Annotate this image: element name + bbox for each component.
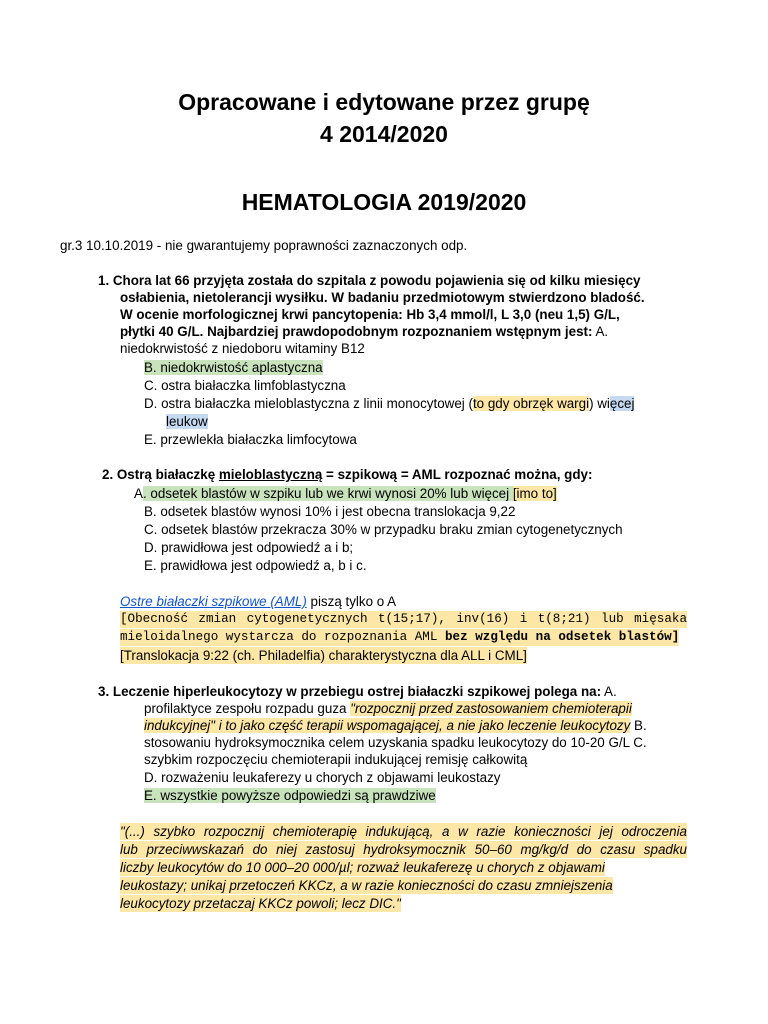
q2-comment-line-3: [Translokacja 9:22 (ch. Philadelfia) charakterystyczna dla ALL i CML]	[120, 648, 527, 663]
document-title	[0, 86, 768, 150]
q2-option-a-marker: A	[134, 486, 143, 501]
q1-option-b-highlight: B. niedokrwistość aplastyczna	[144, 360, 323, 375]
q2-source-line	[120, 593, 396, 610]
q2-question	[102, 466, 592, 483]
q1-option-b	[144, 359, 323, 376]
q3-quote-line-3: liczby leukocytów do 10 000–20 000/µl; rozważ leukaferezę u chorych z objawami	[120, 860, 605, 875]
q1-option-d-highlight: ęcej	[609, 396, 635, 411]
q2-option-a-highlight: . odsetek blastów w szpiku lub we krwi wynosi 20% lub więcej	[142, 486, 513, 501]
q1-option-d	[144, 395, 634, 412]
q2-question-text-end: = szpikową = AML rozpoznać można, gdy:	[322, 467, 593, 482]
q2-comment-bold: bez względu na odsetek blastów]	[444, 630, 680, 644]
q3-quote-line-1: "(...) szybko rozpocznij chemioterapię indukującą, a w razie konieczności jej odroczenia	[120, 824, 687, 839]
q2-question-underlined: mieloblastyczną	[218, 467, 323, 482]
q3-option-e-highlight: E. wszystkie powyższe odpowiedzi są prawdziwe	[144, 788, 436, 803]
q3-option-b: stosowaniu hydroksymocznika celem uzyskania spadku leukocytozy do 10-20 G/L C.	[144, 735, 647, 750]
q3-option-e	[144, 787, 436, 804]
q3-quote-line-5: leukocytozy przetaczaj KKCz powoli; lecz DIC."	[120, 896, 401, 911]
q2-option-a-note: [imo to]	[512, 486, 557, 501]
q2-source-comment: piszą tylko o A	[306, 594, 397, 609]
q3-question-text: 3. Leczenie hiperleukocytozy w przebiegu ostrej białaczki szpikowej polega na:	[98, 684, 602, 699]
q2-comment-text: mieloidalnego wystarcza do rozpoznania AML	[120, 630, 445, 644]
q3-option-a-line-2	[144, 717, 647, 734]
q2-question-text: 2. Ostrą białaczkę	[102, 467, 219, 482]
section-title: HEMATOLOGIA 2019/2020	[241, 189, 527, 215]
q3-option-a-marker: A.	[601, 684, 617, 699]
q1-option-c: C. ostra białaczka limfoblastyczna	[144, 378, 346, 393]
q1-option-e: E. przewlekła białaczka limfocytowa	[144, 432, 357, 447]
q1-option-d-text-mid: ) wi	[589, 396, 610, 411]
q2-option-a	[134, 485, 557, 502]
q3-quote-line-4: leukostazy; unikaj przetoczeń KKCz, a w razie konieczności do czasu zmniejszenia	[120, 878, 613, 893]
q3-option-a-line-1	[144, 700, 632, 717]
q3-option-b-marker: B.	[630, 718, 647, 733]
q3-question	[98, 683, 617, 700]
q2-comment-line-2	[120, 629, 679, 646]
q1-option-a: niedokrwistość z niedoboru witaminy B12	[120, 341, 365, 356]
q2-option-c: C. odsetek blastów przekracza 30% w przypadku braku zmian cytogenetycznych	[144, 522, 623, 537]
aml-source-link[interactable]: Ostre białaczki szpikowe (AML)	[120, 594, 307, 609]
q1-option-d-note: to gdy obrzęk wargi	[472, 396, 590, 411]
title-line-1: Opracowane i edytowane przez grupę	[178, 89, 590, 115]
q1-option-a-marker: A.	[592, 324, 609, 339]
q3-option-a-note-2: indukcyjnej" i to jako część terapii wspomagającej, a nie jako leczenie leukocytozy	[144, 718, 631, 733]
q1-line-3: W ocenie morfologicznej krwi pancytopenia: Hb 3,4 mmol/l, L 3,0 (neu 1,5) G/L,	[120, 307, 620, 322]
q1-option-d-text: D. ostra białaczka mieloblastyczna z linii monocytowej (	[144, 396, 473, 411]
q2-option-d: D. prawidłowa jest odpowiedź a i b;	[144, 540, 354, 555]
q1-line-2: osłabienia, nietolerancji wysiłku. W badaniu przedmiotowym stwierdzono bladość.	[120, 290, 645, 305]
q2-option-e: E. prawidłowa jest odpowiedź a, b i c.	[144, 558, 367, 573]
q3-option-a-note: "rozpocznij przed zastosowaniem chemioterapii	[350, 701, 632, 716]
q3-quote-line-2: lub przeciwwskazań do niej zastosuj hydroksymocznik 50–60 mg/kg/d do czasu spadku	[120, 842, 687, 857]
q1-option-d-cont	[166, 413, 208, 430]
disclaimer-note: gr.3 10.10.2019 - nie gwarantujemy poprawności zaznaczonych odp.	[60, 238, 468, 253]
q1-question-end: płytki 40 G/L. Najbardziej prawdopodobnym rozpoznaniem wstępnym jest:	[120, 324, 593, 339]
q2-option-b: B. odsetek blastów wynosi 10% i jest obecna translokacja 9,22	[144, 504, 516, 519]
q3-option-a-text: profilaktyce zespołu rozpadu guza	[144, 701, 351, 716]
q2-comment-line-1: [Obecność zmian cytogenetycznych t(15;17), inv(16) i t(8;21) lub mięsaka	[120, 612, 687, 626]
q1-option-d-highlight-2: leukow	[166, 414, 208, 429]
title-line-2: 4 2014/2020	[320, 121, 448, 147]
q3-option-d: D. rozważeniu leukaferezy u chorych z objawami leukostazy	[144, 770, 501, 785]
q3-option-c: szybkim rozpoczęciu chemioterapii indukującej remisję całkowitą	[144, 752, 528, 767]
q1-line-4	[120, 323, 608, 340]
q1-line-1: 1. Chora lat 66 przyjęta została do szpitala z powodu pojawienia się od kilku miesięcy	[98, 273, 641, 288]
